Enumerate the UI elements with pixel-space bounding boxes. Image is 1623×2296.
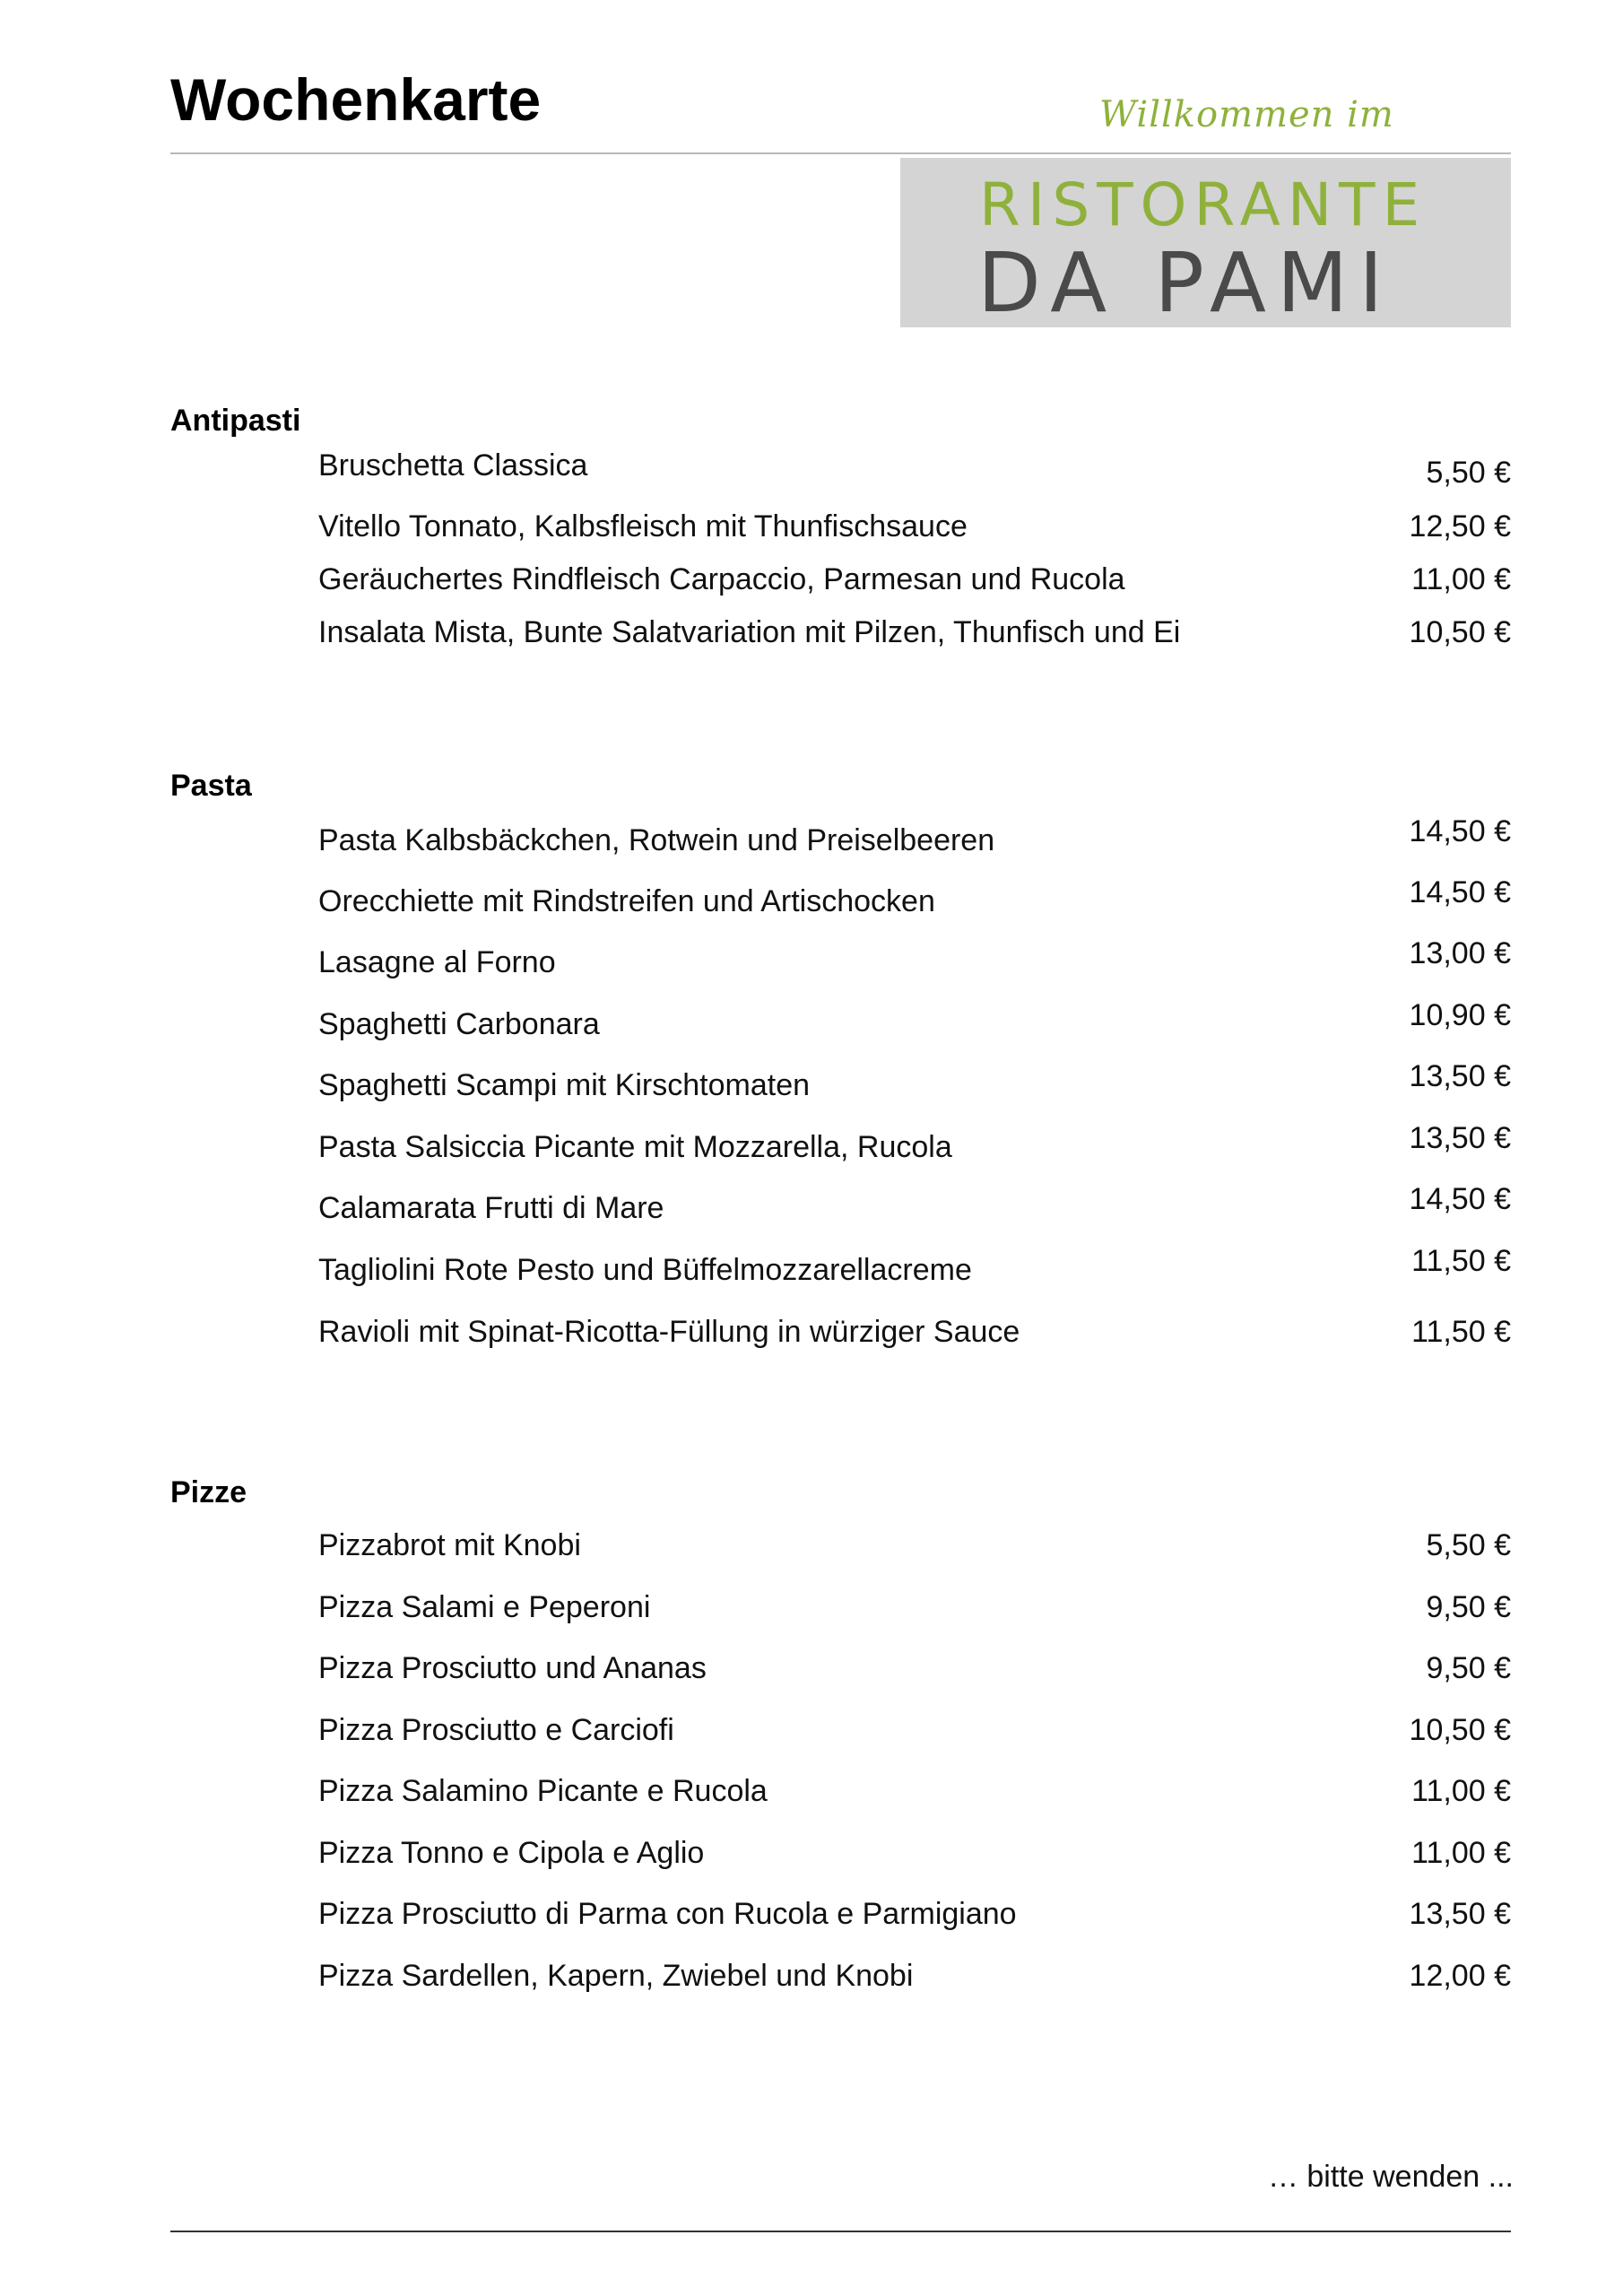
menu-item-price: 11,00 € — [1411, 1774, 1511, 1808]
menu-item-name: Spaghetti Scampi mit Kirschtomaten — [318, 1068, 811, 1102]
menu-item-price: 14,50 € — [1409, 814, 1511, 848]
menu-item-name: Pizza Salamino Picante e Rucola — [318, 1774, 768, 1808]
logo-name-text: DA PAMI — [977, 235, 1394, 331]
logo-welcome-text: Willkommen im — [1099, 94, 1394, 135]
menu-item-price: 11,50 € — [1411, 1315, 1511, 1349]
menu-item-name: Orecchiette mit Rindstreifen und Artischocken — [318, 884, 935, 918]
menu-item-name: Pizza Tonno e Cipola e Aglio — [318, 1836, 705, 1870]
menu-item-name: Insalata Mista, Bunte Salatvariation mit Pilzen, Thunfisch und Ei — [318, 615, 1181, 649]
menu-item-name: Tagliolini Rote Pesto und Büffelmozzarellacreme — [318, 1253, 972, 1287]
menu-item-price: 14,50 € — [1409, 875, 1511, 909]
menu-item-price: 11,50 € — [1411, 1244, 1511, 1278]
menu-item-name: Spaghetti Carbonara — [318, 1007, 600, 1041]
menu-item-name: Pizza Prosciutto und Ananas — [318, 1651, 707, 1685]
menu-item-price: 11,00 € — [1411, 562, 1511, 596]
logo-ristorante-text: RISTORANTE — [979, 170, 1428, 239]
page-title: Wochenkarte — [170, 66, 542, 133]
menu-item-name: Pizzabrot mit Knobi — [318, 1528, 581, 1562]
menu-item-price: 5,50 € — [1426, 456, 1511, 490]
section-title-pasta: Pasta — [170, 769, 252, 803]
menu-item-name: Ravioli mit Spinat-Ricotta-Füllung in würziger Sauce — [318, 1315, 1020, 1349]
turn-page-note: … bitte wenden ... — [1267, 2160, 1514, 2194]
menu-item-name: Geräuchertes Rindfleisch Carpaccio, Parmesan und Rucola — [318, 562, 1125, 596]
menu-item-price: 10,90 € — [1409, 998, 1511, 1032]
menu-item-name: Pizza Prosciutto di Parma con Rucola e Parmigiano — [318, 1897, 1017, 1931]
menu-item-price: 9,50 € — [1426, 1651, 1511, 1685]
menu-item-price: 10,50 € — [1409, 1713, 1511, 1747]
menu-item-price: 13,50 € — [1409, 1059, 1511, 1093]
section-title-pizze: Pizze — [170, 1475, 247, 1509]
section-title-antipasti: Antipasti — [170, 404, 301, 438]
menu-item-name: Pasta Salsiccia Picante mit Mozzarella, Rucola — [318, 1130, 952, 1164]
menu-item-name: Vitello Tonnato, Kalbsfleisch mit Thunfischsauce — [318, 509, 968, 544]
footer-divider — [170, 2231, 1511, 2232]
menu-item-name: Pizza Sardellen, Kapern, Zwiebel und Knobi — [318, 1959, 914, 1993]
menu-item-price: 12,00 € — [1409, 1959, 1511, 1993]
menu-item-name: Pizza Prosciutto e Carciofi — [318, 1713, 674, 1747]
menu-item-name: Lasagne al Forno — [318, 945, 556, 979]
menu-item-price: 10,50 € — [1409, 615, 1511, 649]
menu-item-name: Calamarata Frutti di Mare — [318, 1191, 664, 1225]
menu-item-name: Bruschetta Classica — [318, 448, 588, 483]
menu-item-price: 5,50 € — [1426, 1528, 1511, 1562]
menu-item-price: 13,50 € — [1409, 1897, 1511, 1931]
menu-item-name: Pizza Salami e Peperoni — [318, 1590, 651, 1624]
title-divider — [170, 152, 1511, 154]
restaurant-logo — [900, 158, 1511, 331]
menu-item-price: 13,50 € — [1409, 1121, 1511, 1155]
menu-item-price: 13,00 € — [1409, 936, 1511, 970]
menu-item-price: 12,50 € — [1409, 509, 1511, 544]
menu-item-name: Pasta Kalbsbäckchen, Rotwein und Preiselbeeren — [318, 823, 995, 857]
menu-item-price: 11,00 € — [1411, 1836, 1511, 1870]
menu-item-price: 14,50 € — [1409, 1182, 1511, 1216]
menu-item-price: 9,50 € — [1426, 1590, 1511, 1624]
